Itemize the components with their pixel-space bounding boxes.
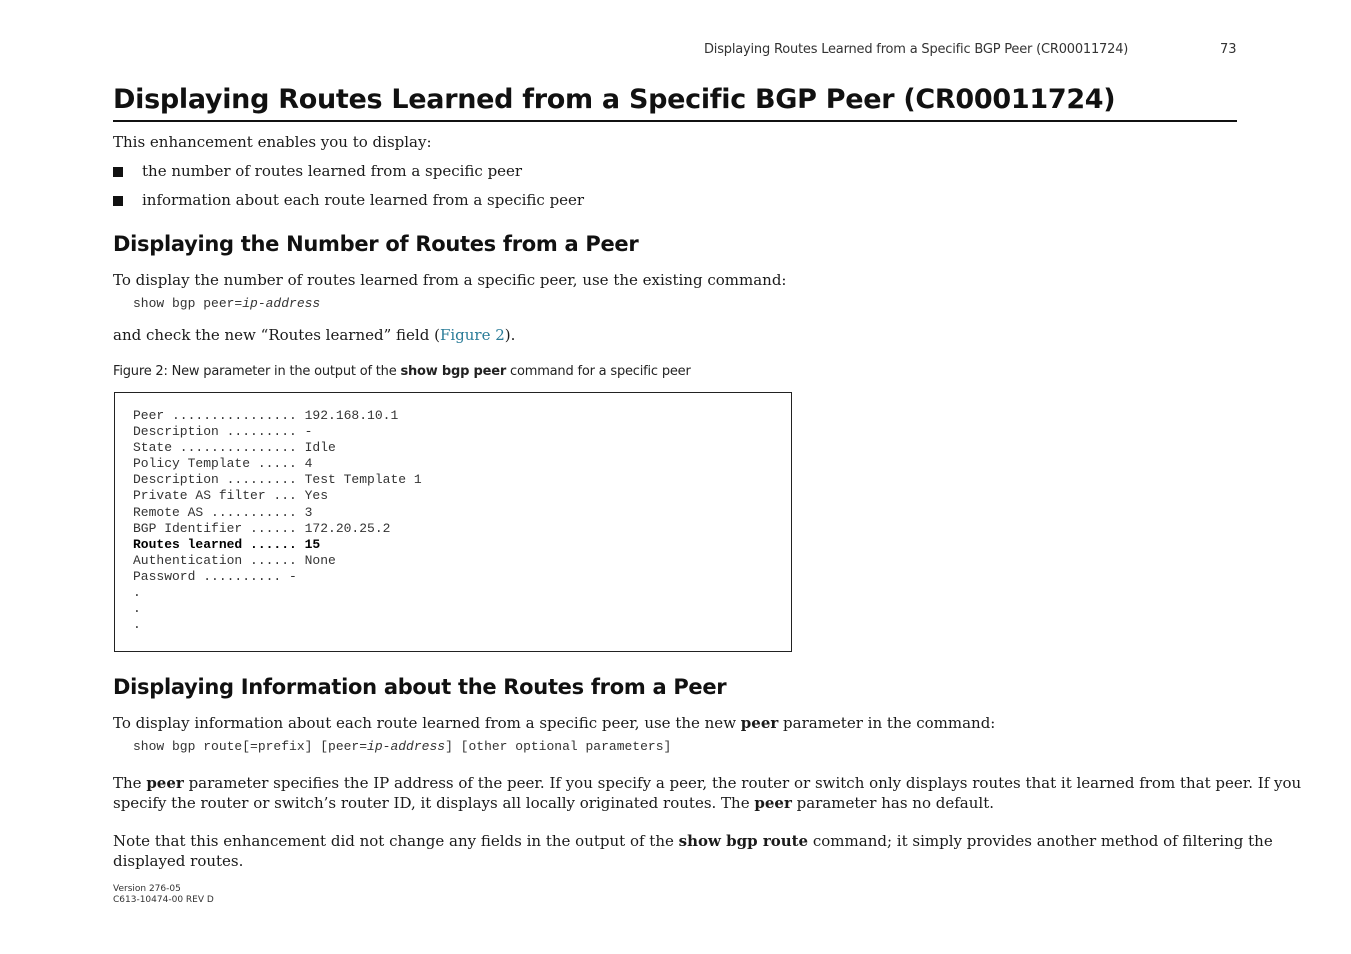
bullet-text: the number of routes learned from a specific peer bbox=[142, 162, 523, 180]
output-line: Private AS filter ... Yes bbox=[133, 488, 329, 504]
running-header: Displaying Routes Learned from a Specific BGP Peer (CR00011724) bbox=[704, 42, 1129, 57]
note-paragraph: Note that this enhancement did not change any fields in the output of the show bgp route command; it simply provides another method of filtering the displayed routes. bbox=[113, 832, 1273, 870]
footer-doc-id: C613-10474-00 REV D bbox=[113, 895, 214, 905]
command-show-bgp-peer: show bgp peer=ip-address bbox=[133, 296, 321, 311]
section1-check-text: and check the new “Routes learned” field (Figure 2). bbox=[113, 326, 516, 344]
section1-text: To display the number of routes learned from a specific peer, use the existing command: bbox=[113, 271, 787, 289]
bullet-item bbox=[113, 190, 584, 210]
output-line: Policy Template ..... 4 bbox=[133, 456, 313, 472]
figure-2-link[interactable]: Figure 2 bbox=[439, 326, 505, 344]
output-line: . bbox=[133, 585, 141, 601]
bullet-item bbox=[113, 161, 522, 181]
output-line: State ............... Idle bbox=[133, 440, 336, 456]
output-line: Peer ................ 192.168.10.1 bbox=[133, 408, 399, 423]
bullet-text: information about each route learned from a specific peer bbox=[142, 191, 585, 209]
figure-caption: Figure 2: New parameter in the output of the show bgp peer command for a specific peer bbox=[113, 364, 691, 379]
bullet-square-icon bbox=[113, 167, 123, 177]
output-line: Authentication ...... None bbox=[133, 552, 336, 568]
intro-text: This enhancement enables you to display: bbox=[113, 133, 432, 151]
page-number: 73 bbox=[1220, 42, 1237, 57]
footer-version: Version 276-05 bbox=[113, 884, 181, 894]
output-line: Routes learned ...... 15 bbox=[133, 536, 321, 552]
command-show-bgp-route: show bgp route[=prefix] [peer=ip-address] [other optional parameters] bbox=[133, 739, 672, 754]
peer-parameter-paragraph: The peer parameter specifies the IP address of the peer. If you specify a peer, the router or switch only displays routes that it learned from that peer. If you specify the router or switch’s router ID, it displays all locally originated routes. The peer parameter has no default. bbox=[113, 774, 1302, 812]
page-title: Displaying Routes Learned from a Specific BGP Peer (CR00011724) bbox=[113, 82, 1237, 122]
output-line: Password .......... - bbox=[133, 568, 297, 584]
output-line: Description ......... - bbox=[133, 424, 313, 440]
output-line: BGP Identifier ...... 172.20.25.2 bbox=[133, 520, 391, 536]
section-heading-route-info: Displaying Information about the Routes from a Peer bbox=[113, 675, 727, 699]
output-line: Description ......... Test Template 1 bbox=[133, 472, 422, 488]
figure-output-box bbox=[114, 392, 792, 652]
bullet-square-icon bbox=[113, 196, 123, 206]
output-line: . bbox=[133, 601, 141, 617]
figure-output-code bbox=[133, 408, 422, 633]
section-heading-number-of-routes: Displaying the Number of Routes from a Peer bbox=[113, 232, 639, 256]
output-line: . bbox=[133, 617, 141, 633]
section2-text: To display information about each route learned from a specific peer, use the new peer parameter in the command: bbox=[113, 714, 996, 732]
output-line: Remote AS ........... 3 bbox=[133, 504, 313, 520]
